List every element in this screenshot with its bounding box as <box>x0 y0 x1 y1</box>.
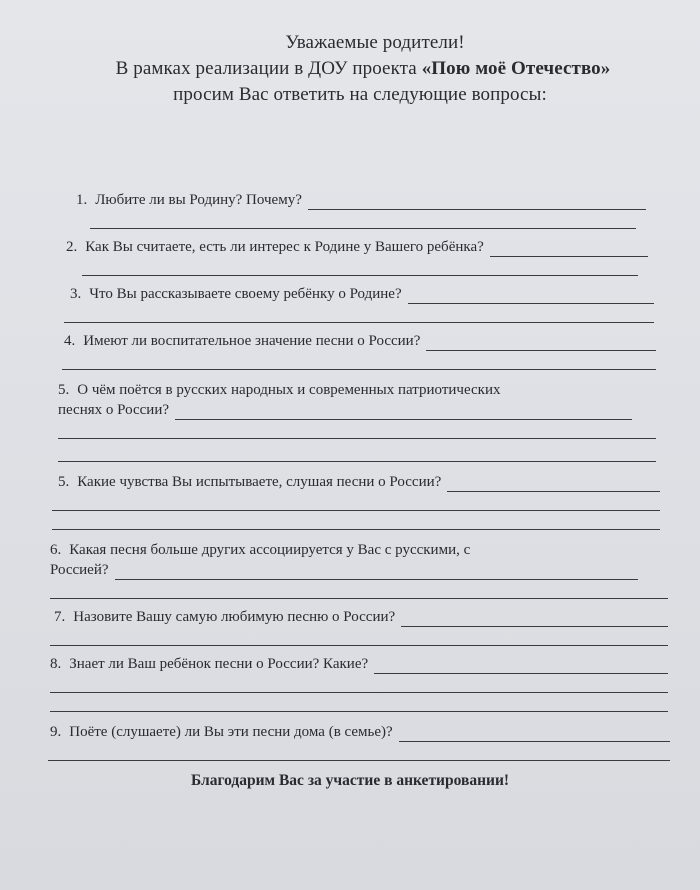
question-2 <box>66 237 648 276</box>
question-number: 4. <box>64 333 76 349</box>
answer-line[interactable] <box>50 580 668 599</box>
question-1 <box>76 190 646 229</box>
question-number: 3. <box>70 286 82 302</box>
question-6 <box>50 540 668 599</box>
question-text-line2: Россией? <box>50 562 109 578</box>
question-number: 5. <box>58 474 70 490</box>
answer-line[interactable] <box>62 351 656 370</box>
intro-text: В рамках реализации в ДОУ проекта <box>115 58 422 79</box>
answer-line[interactable] <box>401 610 668 627</box>
question-number: 7. <box>54 609 66 625</box>
question-text: Что Вы рассказываете своему ребёнку о Родине? <box>89 286 402 302</box>
question-text: Любите ли вы Родину? Почему? <box>95 192 302 208</box>
question-5a <box>58 380 662 462</box>
question-text: Какие чувства Вы испытываете, слушая песни о России? <box>77 474 442 490</box>
answer-line[interactable] <box>58 439 656 462</box>
question-text: Назовите Вашу самую любимую песню о России? <box>73 609 396 625</box>
answer-line[interactable] <box>52 511 660 530</box>
question-7 <box>54 607 668 646</box>
project-name: «Пою моё Отечество» <box>421 58 611 79</box>
header <box>46 30 664 108</box>
questions-list <box>46 190 664 761</box>
answer-line[interactable] <box>175 403 632 420</box>
answer-line[interactable] <box>64 304 654 323</box>
thank-you-note: Благодарим Вас за участие в анкетировании! <box>190 772 510 789</box>
answer-line[interactable] <box>399 725 670 742</box>
question-text: Имеют ли воспитательное значение песни о России? <box>83 333 421 349</box>
answer-line[interactable] <box>308 193 646 210</box>
question-8 <box>50 654 668 712</box>
answer-line[interactable] <box>90 210 636 229</box>
question-5b <box>58 472 660 530</box>
question-3 <box>70 284 654 323</box>
question-number: 2. <box>66 239 78 255</box>
question-number: 6. <box>50 542 62 558</box>
request-line: просим Вас ответить на следующие вопросы: <box>173 84 547 105</box>
question-4 <box>64 331 656 370</box>
question-text-line2: песнях о России? <box>58 402 170 418</box>
answer-line[interactable] <box>50 674 668 693</box>
answer-line[interactable] <box>50 627 668 646</box>
question-text: Поёте (слушаете) ли Вы эти песни дома (в семье)? <box>69 724 393 740</box>
question-text: Знает ли Ваш ребёнок песни о России? Какие? <box>69 656 369 672</box>
question-number: 9. <box>50 724 62 740</box>
question-9 <box>50 722 670 761</box>
question-text-line1: Какая песня больше других ассоциируется у Вас с русскими, с <box>69 542 471 558</box>
question-text: Как Вы считаете, есть ли интерес к Родине у Вашего ребёнка? <box>85 239 484 255</box>
answer-line[interactable] <box>426 334 656 351</box>
answer-line[interactable] <box>408 287 654 304</box>
answer-line[interactable] <box>490 240 648 257</box>
greeting: Уважаемые родители! <box>285 32 465 53</box>
answer-line[interactable] <box>50 693 668 712</box>
answer-line[interactable] <box>48 742 670 761</box>
question-number: 8. <box>50 656 62 672</box>
answer-line[interactable] <box>115 563 638 580</box>
answer-line[interactable] <box>52 492 660 511</box>
answer-line[interactable] <box>374 657 668 674</box>
intro-line <box>62 56 664 82</box>
answer-line[interactable] <box>447 475 660 492</box>
answer-line[interactable] <box>82 257 638 276</box>
answer-line[interactable] <box>58 420 656 439</box>
question-number: 1. <box>76 192 88 208</box>
question-number: 5. <box>58 382 70 398</box>
question-text-line1: О чём поётся в русских народных и современных патриотических <box>77 382 501 398</box>
